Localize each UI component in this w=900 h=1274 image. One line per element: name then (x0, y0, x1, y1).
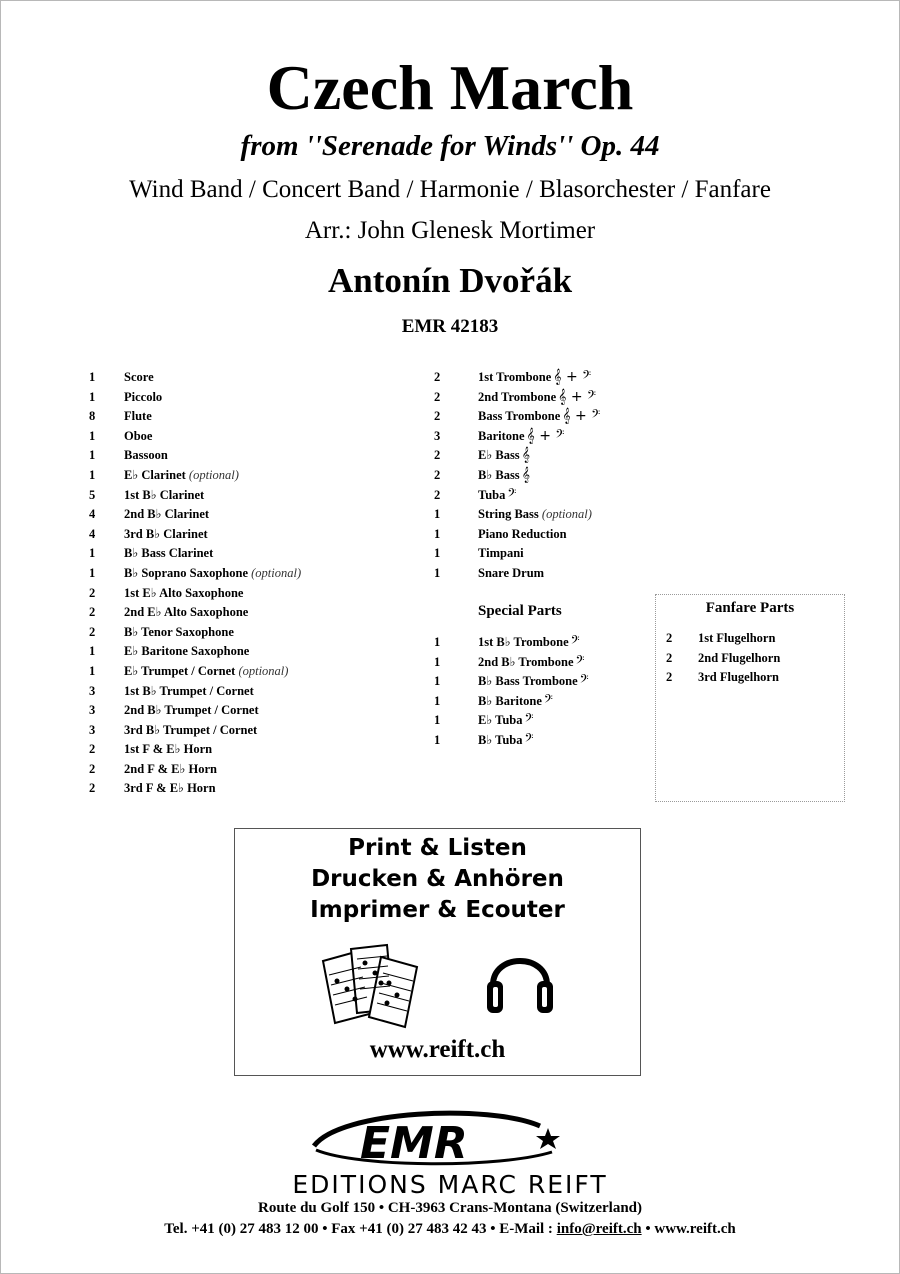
part-quantity: 1 (434, 507, 441, 522)
part-name (478, 427, 564, 447)
part-name-text: 2nd B♭ Trombone (478, 654, 574, 669)
part-name-text: 3rd B♭ Trumpet / Cornet (124, 722, 258, 737)
part-name (478, 544, 524, 564)
part-name (124, 564, 301, 584)
parts-list-right (434, 368, 664, 584)
part-row (89, 427, 419, 447)
part-name-text: 3rd Flugelhorn (698, 670, 779, 685)
promo-line-german: Drucken & Anhören (311, 866, 564, 892)
part-row (89, 564, 419, 584)
part-name-text: Oboe (124, 428, 153, 443)
part-name-text: E♭ Baritone Saxophone (124, 644, 250, 659)
clef-icon: 𝄞 + 𝄢 (562, 408, 601, 425)
clef-icon: 𝄞 (521, 447, 530, 464)
fanfare-parts-list (666, 629, 841, 688)
part-row (434, 368, 664, 388)
part-quantity: 1 (434, 732, 441, 747)
part-row (89, 642, 419, 662)
part-name (478, 388, 596, 408)
part-name (478, 368, 591, 388)
part-row (89, 721, 419, 741)
part-name-text: 2nd Flugelhorn (698, 650, 781, 665)
part-name (124, 642, 249, 662)
part-name (478, 407, 600, 427)
part-name-text: 2nd F & E♭ Horn (124, 761, 217, 776)
part-name (478, 711, 534, 731)
part-name-text: 2nd B♭ Trumpet / Cornet (124, 703, 259, 718)
part-name (124, 662, 288, 682)
part-name (124, 721, 257, 741)
parts-list-left (89, 368, 419, 799)
sheet-music-icon (317, 941, 427, 1031)
part-name (124, 388, 162, 408)
part-name (698, 649, 780, 669)
special-parts-list (434, 633, 664, 751)
part-name-text: E♭ Trumpet / Cornet (124, 663, 236, 678)
part-name (478, 692, 553, 712)
part-name (478, 731, 534, 751)
part-name-text: Score (124, 370, 154, 384)
composer-name: Antonín Dvořák (327, 261, 573, 300)
part-quantity: 2 (434, 487, 441, 502)
piece-subtitle: from ''Serenade for Winds'' Op. 44 (240, 130, 660, 162)
part-quantity: 2 (434, 370, 441, 384)
part-name (124, 466, 239, 486)
piece-title: Czech March (266, 52, 634, 123)
part-row (89, 760, 419, 780)
part-name (124, 760, 217, 780)
part-quantity: 2 (666, 670, 673, 685)
clef-icon: 𝄢 (579, 673, 589, 690)
clef-icon: 𝄢 (543, 692, 553, 709)
part-name (124, 682, 254, 702)
part-name (478, 564, 544, 584)
part-quantity: 2 (89, 585, 96, 600)
part-row (89, 466, 419, 486)
part-name (478, 486, 516, 506)
part-name (478, 525, 567, 545)
special-parts-heading: Special Parts (478, 603, 562, 619)
part-quantity: 2 (666, 631, 673, 645)
part-name-text: Piccolo (124, 389, 163, 404)
part-name-text: B♭ Tenor Saxophone (124, 624, 234, 639)
part-quantity: 1 (434, 546, 441, 561)
part-name (478, 505, 592, 525)
part-quantity: 2 (434, 467, 441, 482)
contact-phone-fax: Tel. +41 (0) 27 483 12 00 • Fax +41 (0) 27 483 42 43 • E-Mail : (164, 1221, 557, 1237)
part-quantity: 1 (434, 713, 441, 728)
part-name (124, 427, 152, 447)
part-quantity: 1 (89, 663, 96, 678)
emr-logo (300, 1108, 600, 1170)
part-quantity: 3 (89, 722, 96, 737)
part-name (478, 633, 580, 653)
fanfare-parts-heading: Fanfare Parts (705, 600, 795, 616)
part-name-text: 2nd B♭ Clarinet (124, 507, 210, 522)
part-quantity: 1 (89, 389, 96, 404)
part-name-text: 1st Trombone (478, 370, 552, 384)
part-optional-note: (optional) (251, 565, 302, 580)
contact-email-link[interactable]: info@reift.ch (556, 1221, 642, 1237)
part-quantity: 1 (89, 467, 96, 482)
part-row (666, 629, 841, 649)
part-row (434, 731, 664, 751)
part-row (434, 486, 664, 506)
part-quantity: 2 (434, 448, 441, 463)
part-name (478, 446, 530, 466)
part-row (434, 633, 664, 653)
part-quantity: 3 (434, 428, 441, 443)
part-name (124, 701, 259, 721)
part-name-text: 1st B♭ Trombone (478, 635, 569, 649)
part-name (124, 525, 208, 545)
part-name (698, 629, 775, 649)
part-quantity: 4 (89, 507, 96, 522)
part-row (89, 525, 419, 545)
part-row (89, 682, 419, 702)
clef-icon: 𝄢 (524, 731, 534, 748)
part-name-text: 1st E♭ Alto Saxophone (124, 585, 244, 600)
part-quantity: 2 (89, 761, 96, 776)
part-name (478, 466, 530, 486)
part-row (434, 466, 664, 486)
part-name-text: 3rd B♭ Clarinet (124, 526, 208, 541)
part-quantity: 1 (434, 526, 441, 541)
part-row (434, 711, 664, 731)
part-name-text: 1st B♭ Clarinet (124, 487, 205, 502)
part-name (124, 407, 152, 427)
part-row (666, 649, 841, 669)
promo-line-english: Print & Listen (348, 835, 527, 861)
part-name-text: Bassoon (124, 448, 168, 463)
part-row (89, 368, 419, 388)
part-name-text: 1st F & E♭ Horn (124, 742, 213, 757)
part-row (434, 525, 664, 545)
part-row (89, 701, 419, 721)
part-name (124, 368, 154, 388)
part-name (124, 740, 212, 760)
clef-icon: 𝄢 (570, 634, 580, 650)
part-quantity: 1 (434, 693, 441, 708)
clef-icon: 𝄞 + 𝄢 (526, 427, 565, 444)
part-quantity: 2 (89, 781, 96, 796)
part-name (698, 668, 779, 688)
part-name-text: 1st Flugelhorn (698, 631, 776, 645)
part-name-text: 1st B♭ Trumpet / Cornet (124, 683, 254, 698)
part-name-text: Piano Reduction (478, 526, 567, 541)
part-quantity: 2 (89, 605, 96, 620)
clef-icon: 𝄞 + 𝄢 (553, 369, 592, 385)
catalog-number: EMR 42183 (401, 316, 499, 337)
part-name-text: Bass Trombone (478, 409, 561, 424)
part-row (89, 486, 419, 506)
part-quantity: 1 (89, 370, 96, 384)
publisher-contact (0, 1220, 900, 1238)
part-quantity: 1 (434, 565, 441, 580)
part-optional-note: (optional) (188, 467, 239, 482)
part-name (124, 623, 234, 643)
part-row (434, 564, 664, 584)
part-quantity: 1 (434, 654, 441, 669)
part-name-text: B♭ Soprano Saxophone (124, 565, 248, 580)
part-name-text: Baritone (478, 428, 525, 443)
clef-icon: 𝄞 (521, 466, 530, 483)
print-and-listen-box (234, 828, 641, 1076)
part-row (89, 662, 419, 682)
part-name-text: E♭ Bass (478, 448, 520, 463)
part-quantity: 2 (434, 409, 441, 424)
part-name-text: 3rd F & E♭ Horn (124, 781, 216, 796)
part-quantity: 1 (89, 448, 96, 463)
clef-icon: 𝄞 + 𝄢 (558, 388, 597, 405)
part-row (434, 446, 664, 466)
part-quantity: 8 (89, 409, 96, 424)
headphones-icon (485, 941, 555, 1021)
logo-lettering: EMR (360, 1118, 468, 1169)
ensemble-line: Wind Band / Concert Band / Harmonie / Blasorchester / Fanfare (129, 176, 771, 203)
part-row (89, 407, 419, 427)
part-name-text: B♭ Bass (478, 467, 520, 482)
part-name-text: E♭ Tuba (478, 713, 523, 728)
part-name-text: Timpani (478, 546, 524, 561)
part-row (89, 740, 419, 760)
part-name-text: B♭ Tuba (478, 732, 523, 747)
part-name-text: B♭ Bass Clarinet (124, 546, 214, 561)
part-name-text: E♭ Clarinet (124, 467, 186, 482)
part-quantity: 2 (89, 742, 96, 757)
part-row (434, 505, 664, 525)
part-row (89, 779, 419, 799)
part-row (89, 584, 419, 604)
clef-icon: 𝄢 (507, 486, 517, 503)
promo-website-link[interactable]: www.reift.ch (369, 1036, 506, 1063)
part-quantity: 4 (89, 526, 96, 541)
part-optional-note: (optional) (238, 663, 289, 678)
arranger-line: Arr.: John Glenesk Mortimer (304, 217, 596, 244)
promo-line-french: Imprimer & Ecouter (310, 897, 565, 923)
part-name-text: B♭ Baritone (478, 693, 542, 708)
part-name (124, 603, 248, 623)
part-quantity: 3 (89, 683, 96, 698)
part-quantity: 1 (434, 674, 441, 689)
publisher-name: EDITIONS MARC REIFT (292, 1170, 608, 1199)
clef-icon: 𝄢 (575, 653, 585, 670)
part-name-text: String Bass (478, 507, 539, 522)
part-quantity: 1 (89, 644, 96, 659)
part-name-text: 2nd E♭ Alto Saxophone (124, 605, 249, 620)
part-row (89, 623, 419, 643)
part-quantity: 3 (89, 703, 96, 718)
part-name (124, 446, 168, 466)
part-row (434, 653, 664, 673)
part-row (434, 692, 664, 712)
part-name (478, 653, 585, 673)
clef-icon: 𝄢 (524, 712, 534, 729)
part-quantity: 2 (434, 389, 441, 404)
part-name-text: B♭ Bass Trombone (478, 674, 578, 689)
part-name-text: Flute (124, 409, 152, 424)
fanfare-parts-box (655, 594, 845, 802)
part-quantity: 1 (89, 546, 96, 561)
part-row (89, 388, 419, 408)
part-row (434, 672, 664, 692)
part-quantity: 2 (666, 650, 673, 665)
contact-website: • www.reift.ch (641, 1221, 736, 1237)
part-name (124, 584, 243, 604)
part-row (89, 446, 419, 466)
part-quantity: 2 (89, 624, 96, 639)
part-name-text: Snare Drum (478, 565, 545, 580)
part-row (434, 544, 664, 564)
part-row (89, 603, 419, 623)
part-name-text: Tuba (478, 487, 506, 502)
part-row (434, 407, 664, 427)
part-row (434, 427, 664, 447)
part-quantity: 1 (89, 565, 96, 580)
part-quantity: 5 (89, 487, 96, 502)
part-name (124, 486, 204, 506)
part-row (89, 505, 419, 525)
part-name (478, 672, 589, 692)
part-quantity: 1 (434, 635, 441, 649)
part-row (666, 668, 841, 688)
part-quantity: 1 (89, 428, 96, 443)
part-row (434, 388, 664, 408)
part-name (124, 544, 213, 564)
publisher-address: Route du Golf 150 • CH-3963 Crans-Montana (Switzerland) (258, 1200, 642, 1216)
part-row (89, 544, 419, 564)
part-name-text: 2nd Trombone (478, 389, 557, 404)
part-optional-note: (optional) (541, 507, 592, 522)
part-name (124, 779, 216, 799)
part-name (124, 505, 209, 525)
